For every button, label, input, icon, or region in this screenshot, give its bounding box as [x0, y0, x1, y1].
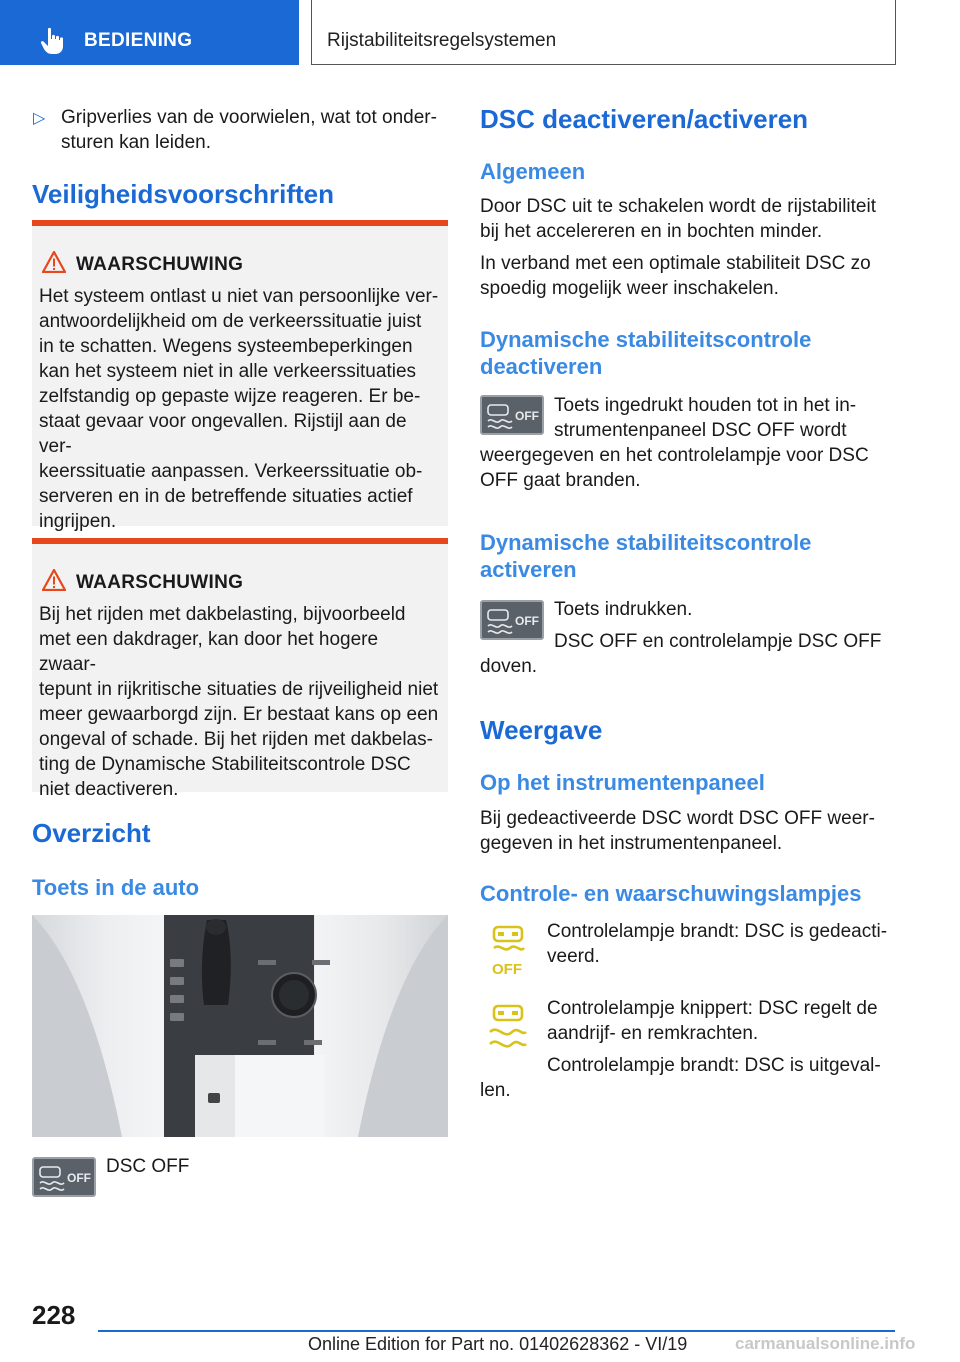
deactivate-text: Toets ingedrukt houden tot in het in- [554, 395, 857, 416]
warning-line: keerssituatie aanpassen. Verkeerssituatie ob- [39, 461, 423, 482]
deactivate-text: strumentenpaneel DSC OFF wordt [554, 420, 847, 441]
cluster-text: gegeven in het instrumentenpaneel. [480, 833, 783, 854]
warning-title: WAARSCHUWING [76, 572, 244, 593]
warning-box-2 [32, 538, 448, 800]
car-skid-icon [34, 1159, 94, 1195]
warning-line: ting de Dynamische Stabiliteitscontrole DSC [39, 754, 411, 775]
display-heading: Weergave [480, 715, 603, 745]
dsc-active-lamp-icon [486, 1004, 530, 1054]
page-number: 228 [32, 1300, 76, 1330]
lamp-text: len. [480, 1080, 511, 1101]
dsc-off-button-icon [480, 395, 544, 435]
deactivate-text: OFF gaat branden. [480, 470, 641, 491]
warning-triangle-icon [42, 569, 66, 591]
bullet-line-2: sturen kan leiden. [61, 132, 211, 153]
warning-line: serveren en in de betreffende situaties actief [39, 486, 413, 507]
warning-line: niet deactiveren. [39, 779, 179, 800]
warning-line: in te schatten. Wegens systeembeperkingen [39, 336, 413, 357]
lamps-heading: Controle- en waarschuwingslampjes [480, 881, 862, 906]
warning-line: zelfstandig op gepaste wijze reageren. Er be- [39, 386, 421, 407]
activate-heading: Dynamische stabiliteitscontrole [480, 530, 812, 555]
warning-line: ingrijpen. [39, 511, 117, 532]
lamp-text: Controlelampje knippert: DSC regelt de [547, 998, 878, 1019]
general-text: spoedig mogelijk weer inschakelen. [480, 278, 779, 299]
dsc-button-text: OFF [67, 1171, 91, 1185]
activate-text: DSC OFF en controlelampje DSC OFF [554, 631, 882, 652]
warning-text [39, 602, 440, 802]
hand-pointer-icon [40, 27, 66, 55]
warning-line: kan het systeem niet in alle verkeerssituaties [39, 361, 417, 382]
warning-line: staat gevaar voor ongevallen. Rijstijl aan de ver- [39, 411, 407, 457]
button-heading: Toets in de auto [32, 875, 200, 900]
lamp-text: Controlelampje brandt: DSC is gedeacti- [547, 921, 888, 942]
cluster-heading: Op het instrumentenpaneel [480, 770, 765, 795]
car-skid-icon [482, 602, 542, 638]
general-text: Door DSC uit te schakelen wordt de rijstabiliteit [480, 196, 877, 217]
warning-title: WAARSCHUWING [76, 254, 244, 275]
overview-heading: Overzicht [32, 818, 151, 848]
dsc-off-button-icon [480, 600, 544, 640]
activate-text: Toets indrukken. [554, 599, 693, 620]
bullet-line-1: Gripverlies van de voorwielen, wat tot onder- [61, 107, 437, 128]
section-tab [0, 0, 299, 65]
warning-line: ongeval of schade. Bij het rijden met dakbelas- [39, 729, 433, 750]
activate-heading: activeren [480, 557, 577, 582]
dsc-button-text: OFF [515, 614, 539, 628]
warning-line: Het systeem ontlast u niet van persoonlijke ver- [39, 286, 439, 307]
deactivate-text: weergegeven en het controlelampje voor DSC [480, 445, 869, 466]
center-console-drawing [32, 915, 448, 1137]
general-text: In verband met een optimale stabiliteit DSC zo [480, 253, 871, 274]
lamp-text: Controlelampje brandt: DSC is uitgeval- [547, 1055, 881, 1076]
dsc-button-text: OFF [515, 409, 539, 423]
dsc-lamp-text: OFF [492, 961, 522, 977]
button-caption: DSC OFF [106, 1156, 190, 1177]
warning-box-1 [32, 220, 448, 532]
dsc-off-lamp-icon [488, 925, 528, 977]
warning-line: tepunt in rijkritische situaties de rijveiligheid niet [39, 679, 439, 700]
warning-triangle-icon [42, 251, 66, 273]
safety-heading: Veiligheidsvoorschriften [32, 179, 334, 209]
cluster-text: Bij gedeactiveerde DSC wordt DSC OFF weer- [480, 808, 875, 829]
dsc-off-button-icon [32, 1157, 96, 1197]
general-heading: Algemeen [480, 159, 586, 184]
warning-line: meer gewaarborgd zijn. Er bestaat kans op een [39, 704, 439, 725]
car-skid-icon [482, 397, 542, 433]
bullet-triangle-icon: ▷ [33, 110, 46, 127]
deactivate-heading: Dynamische stabiliteitscontrole [480, 327, 812, 352]
lamp-text: veerd. [547, 946, 600, 967]
main-heading: DSC deactiveren/activeren [480, 104, 809, 134]
center-console-photo [32, 915, 448, 1137]
chapter-label: Rijstabiliteitsregelsystemen [327, 30, 557, 51]
warning-line: Bij het rijden met dakbelasting, bijvoorbeeld [39, 604, 406, 625]
deactivate-heading: deactiveren [480, 354, 603, 379]
watermark: carmanualsonline.info [735, 1334, 916, 1353]
warning-text [39, 284, 440, 534]
footer-edition: Online Edition for Part no. 01402628362 - VI/19 [308, 1334, 688, 1354]
lamp-text: aandrijf- en remkrachten. [547, 1023, 759, 1044]
warning-line: met een dakdrager, kan door het hogere zwaar- [39, 629, 379, 675]
section-label: BEDIENING [84, 30, 193, 51]
general-text: bij het accelereren en in bochten minder. [480, 221, 823, 242]
activate-text: doven. [480, 656, 538, 677]
chapter-box [311, 0, 896, 65]
warning-line: antwoordelijkheid om de verkeerssituatie juist [39, 311, 422, 332]
footer-rule [98, 1330, 895, 1332]
